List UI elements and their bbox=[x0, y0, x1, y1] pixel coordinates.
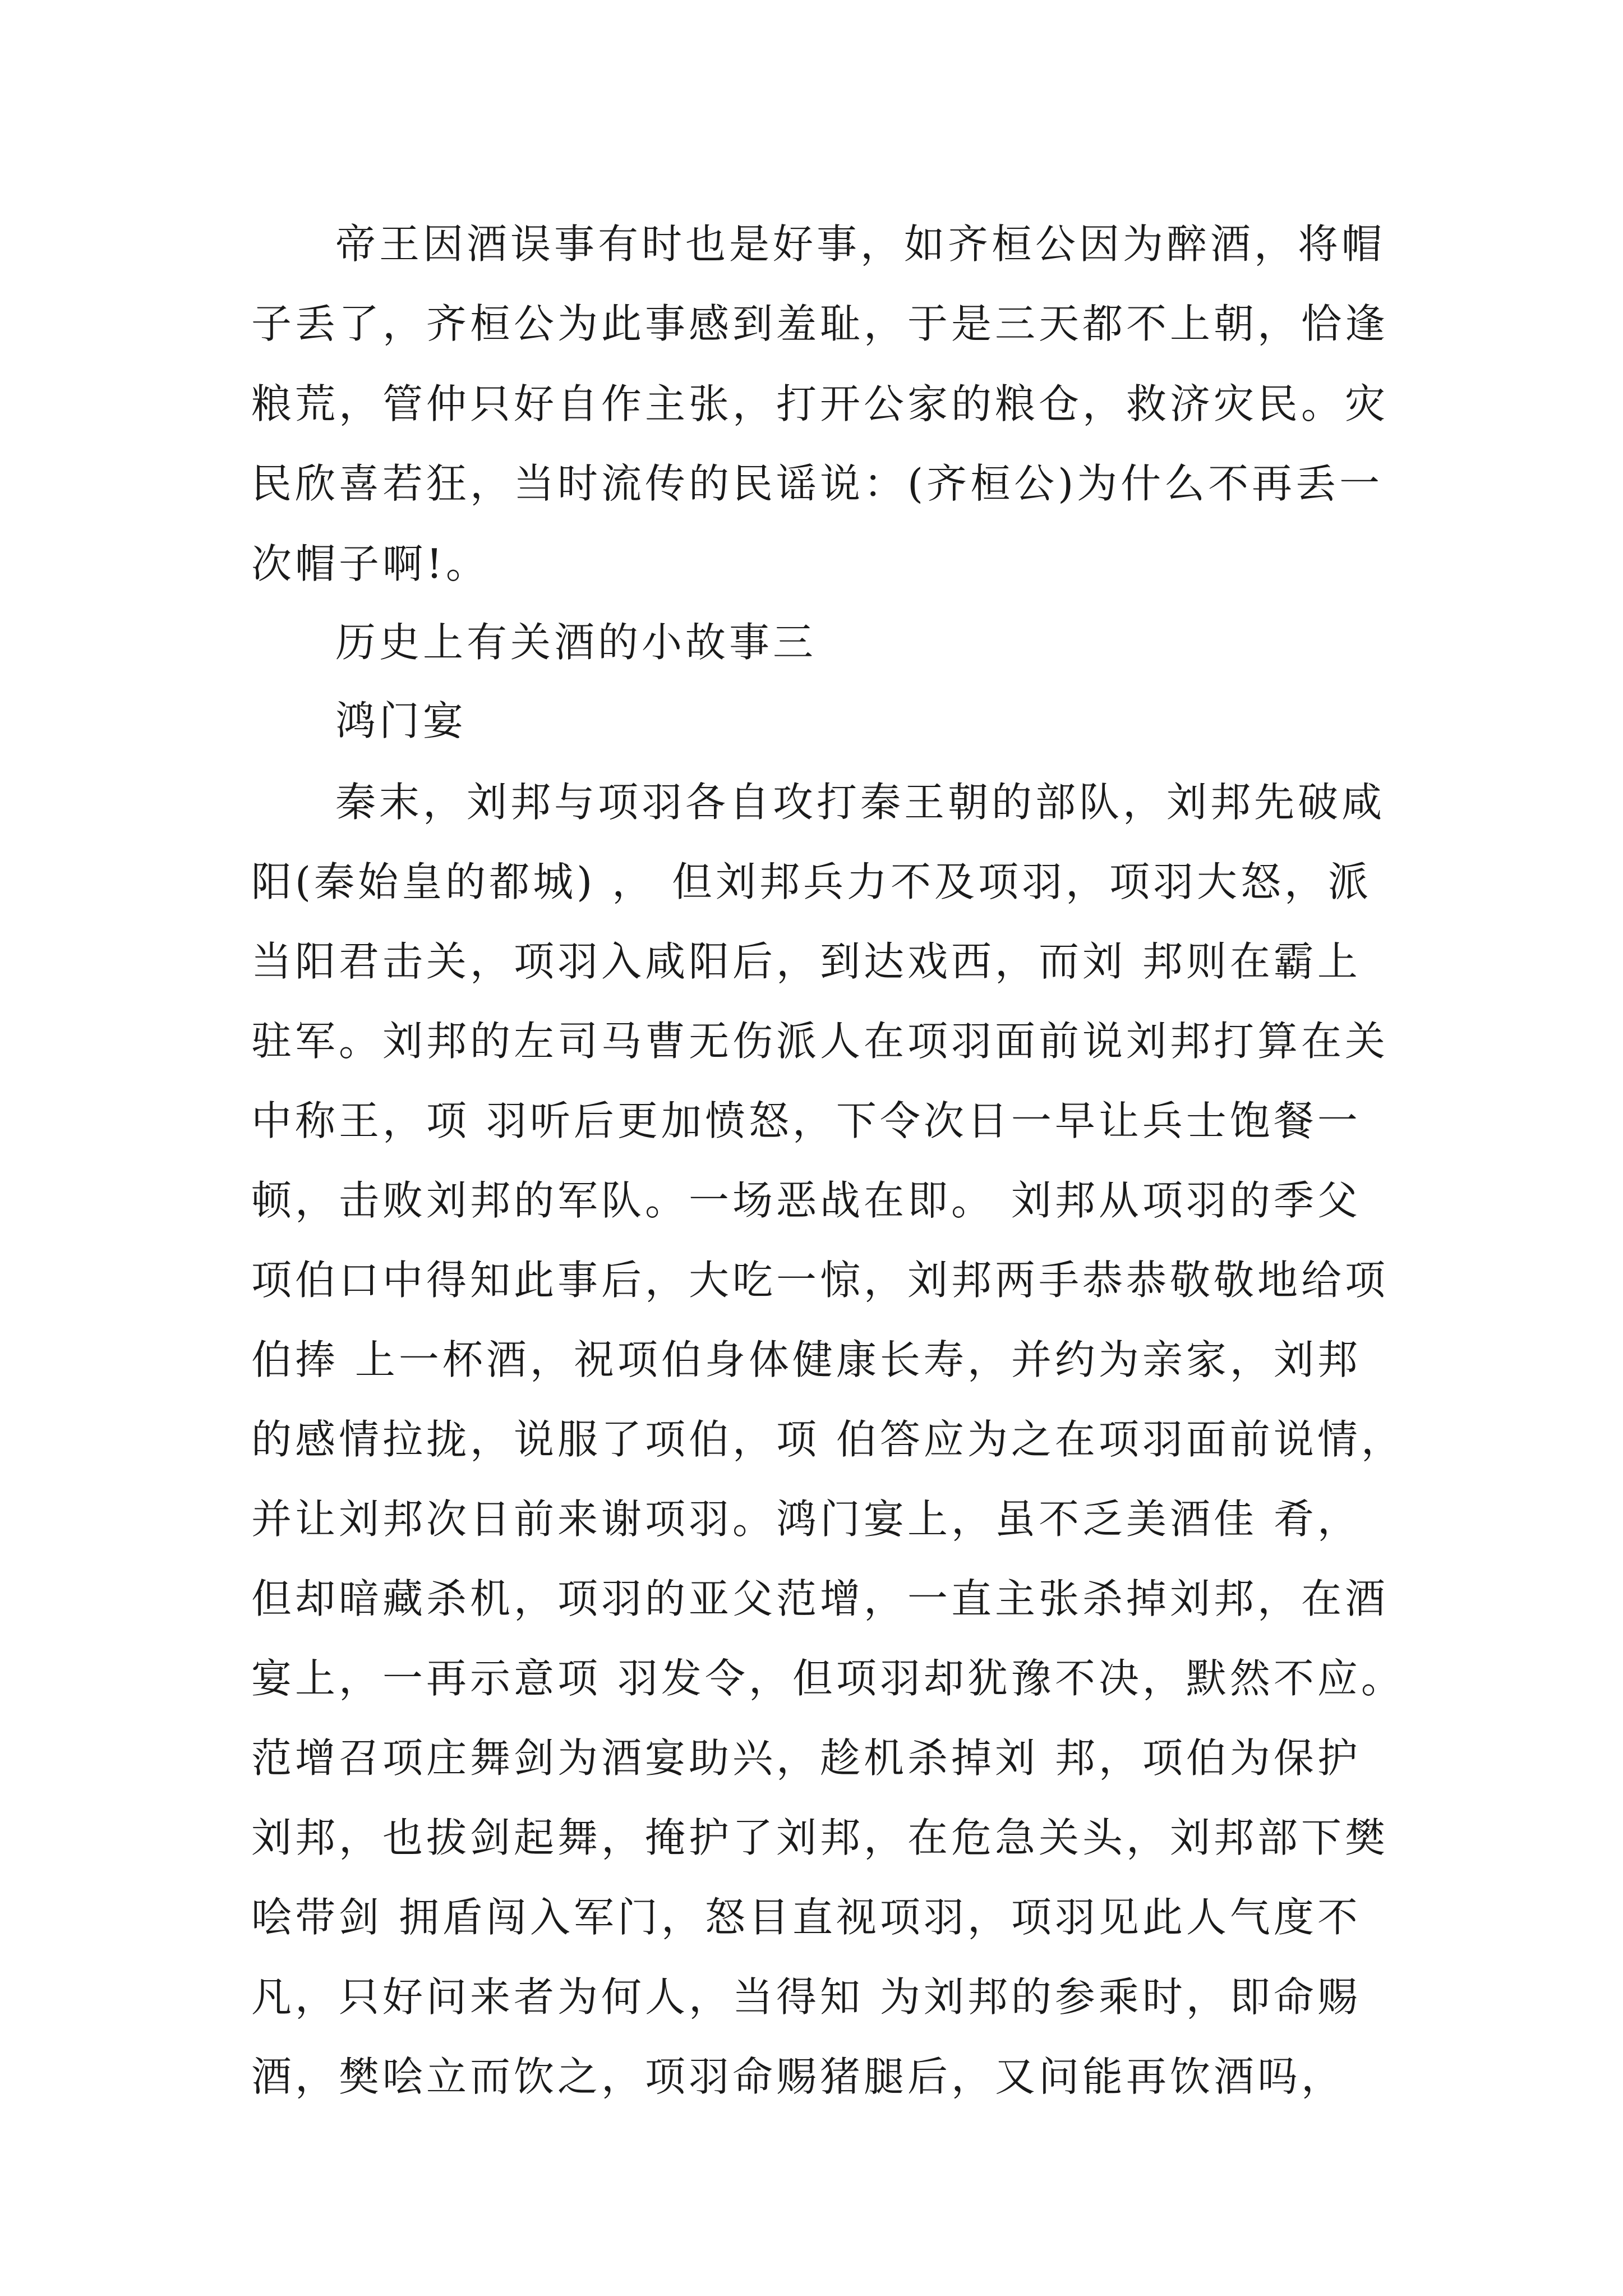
paragraph-line: 的感情拉拢，说服了项伯，项 伯答应为之在项羽面前说情， bbox=[251, 1416, 1405, 1463]
paragraph-line: 次帽子啊!。 bbox=[251, 540, 490, 587]
paragraph-line: 阳(秦始皇的都城) ， 但刘邦兵力不及项羽，项羽大怒，派 bbox=[251, 858, 1372, 905]
paragraph-line: 范增召项庄舞剑为酒宴助兴，趁机杀掉刘 邦，项伯为保护 bbox=[251, 1734, 1361, 1782]
paragraph-line: 哙带剑 拥盾闯入军门，怒目直视项羽，项羽见此人气度不 bbox=[251, 1894, 1361, 1941]
paragraph-line: 酒，樊哙立而饮之，项羽命赐猪腿后，又问能再饮酒吗， bbox=[251, 2053, 1345, 2100]
paragraph-line: 伯捧 上一杯酒，祝项伯身体健康长寿，并约为亲家，刘邦 bbox=[251, 1336, 1361, 1383]
section-heading: 历史上有关酒的小故事三 bbox=[335, 619, 817, 666]
paragraph-line: 但却暗藏杀机，项羽的亚父范增，一直主张杀掉刘邦，在酒 bbox=[251, 1575, 1389, 1622]
paragraph-line: 顿，击败刘邦的军队。一场恶战在即。 刘邦从项羽的季父 bbox=[251, 1177, 1361, 1224]
paragraph-line: 中称王，项 羽听后更加愤怒，下令次日一早让兵士饱餐一 bbox=[251, 1097, 1361, 1144]
paragraph-line: 凡，只好问来者为何人，当得知 为刘邦的参乘时，即命赐 bbox=[251, 1973, 1361, 2021]
paragraph-line: 驻军。刘邦的左司马曹无伤派人在项羽面前说刘邦打算在关 bbox=[251, 1018, 1389, 1065]
paragraph-line: 宴上，一再示意项 羽发令，但项羽却犹豫不决，默然不应。 bbox=[251, 1655, 1405, 1702]
paragraph-line: 帝王因酒误事有时也是好事，如齐桓公因为醉酒，将帽 bbox=[335, 220, 1386, 268]
paragraph-line: 民欣喜若狂，当时流传的民谣说：(齐桓公)为什么不再丢一 bbox=[251, 460, 1384, 507]
story-title: 鸿门宴 bbox=[335, 697, 467, 744]
paragraph-line: 项伯口中得知此事后，大吃一惊，刘邦两手恭恭敬敬地给项 bbox=[251, 1257, 1389, 1304]
paragraph-line: 刘邦，也拔剑起舞，掩护了刘邦，在危急关头，刘邦部下樊 bbox=[251, 1814, 1389, 1861]
paragraph-line: 秦末，刘邦与项羽各自攻打秦王朝的部队，刘邦先破咸 bbox=[335, 779, 1386, 826]
paragraph-line: 粮荒，管仲只好自作主张，打开公家的粮仓，救济灾民。灾 bbox=[251, 380, 1389, 427]
paragraph-line: 当阳君击关，项羽入咸阳后，到达戏西，而刘 邦则在霸上 bbox=[251, 938, 1361, 985]
paragraph-line: 并让刘邦次日前来谢项羽。鸿门宴上，虽不乏美酒佳 肴， bbox=[251, 1496, 1361, 1543]
paragraph-line: 子丢了，齐桓公为此事感到羞耻，于是三天都不上朝，恰逢 bbox=[251, 300, 1389, 347]
